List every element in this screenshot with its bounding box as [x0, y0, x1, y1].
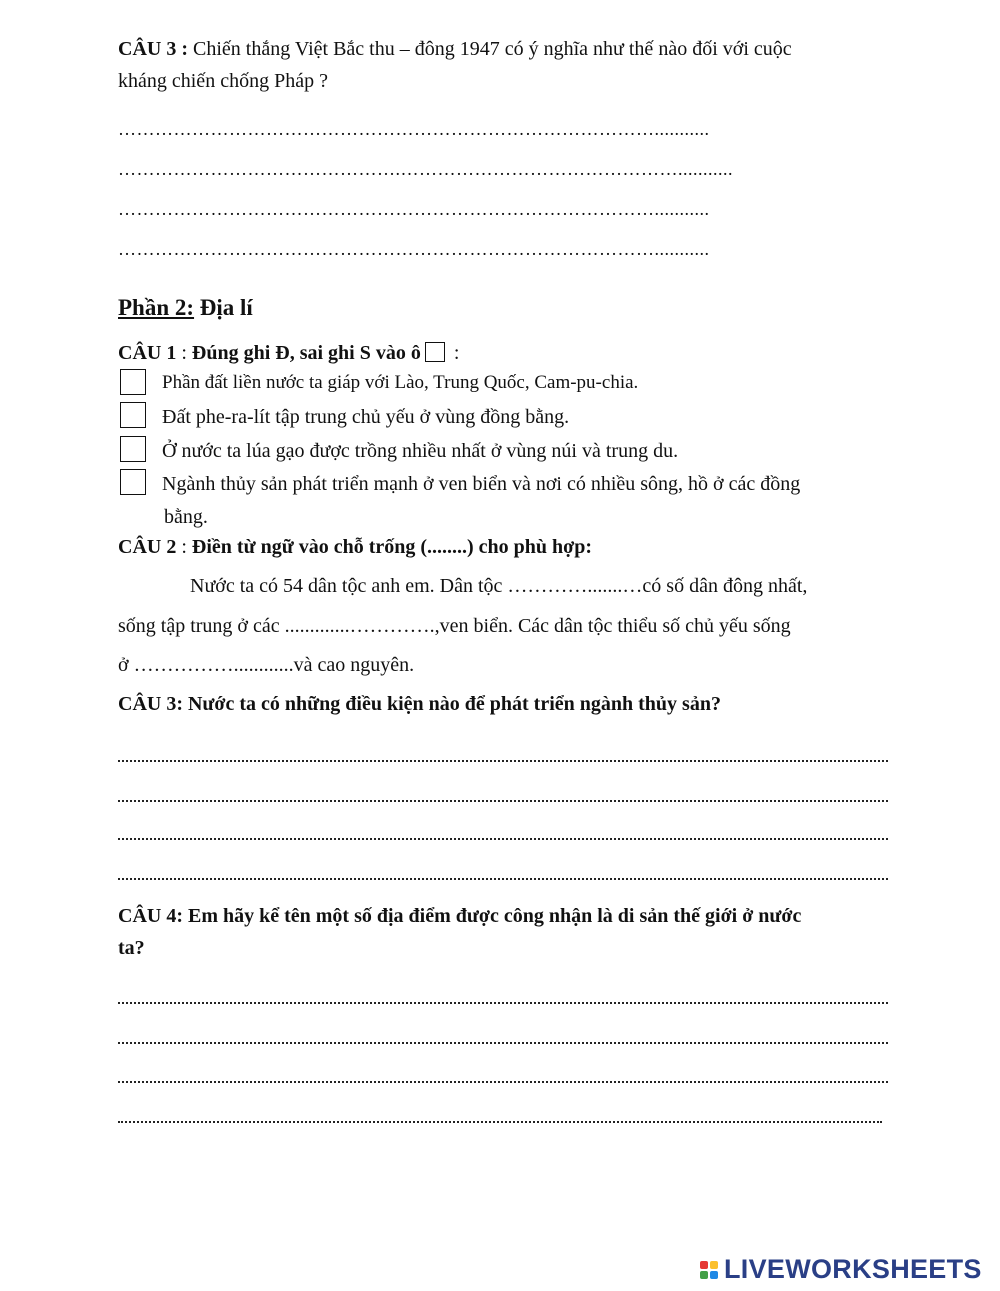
geo-question-4: CÂU 4: Em hãy kể tên một số địa điểm được công nhận là di sản thế giới ở nước	[118, 905, 802, 927]
statement-text: Phần đất liền nước ta giáp với Lào, Trung Quốc, Cam-pu-chia.	[162, 372, 639, 393]
answer-line[interactable]	[118, 838, 888, 840]
logo-block-red	[700, 1261, 708, 1269]
question-label: CÂU 3 :	[118, 38, 188, 60]
separator: :	[176, 342, 192, 364]
section-label: Phần 2:	[118, 295, 195, 320]
answer-line[interactable]	[118, 760, 888, 762]
question-text-continuation: kháng chiến chống Pháp ?	[118, 70, 328, 92]
question-instruction: Điền từ ngữ vào chỗ trống (........) cho phù hợp:	[191, 536, 593, 558]
separator: :	[176, 536, 192, 558]
section-title: Địa lí	[194, 295, 253, 320]
history-question-3	[118, 34, 792, 64]
logo-block-green	[700, 1271, 708, 1279]
answer-line[interactable]	[118, 1002, 888, 1004]
answer-line[interactable]	[118, 878, 888, 880]
answer-line[interactable]: ……………………………………………………………………………...........	[118, 240, 710, 258]
statement-text: Ngành thủy sản phát triển mạnh ở ven biển và nơi có nhiều sông, hồ ở các đồng	[162, 473, 801, 495]
fill-blank-paragraph-line-3: ở ……………............và cao nguyên.	[118, 654, 415, 676]
geo-question-2	[118, 532, 592, 562]
answer-line[interactable]	[118, 1081, 888, 1083]
section-heading	[118, 292, 253, 324]
question-label: CÂU 1	[118, 342, 177, 364]
answer-line[interactable]	[118, 1042, 888, 1044]
logo-text: LIVEWORKSHEETS	[724, 1254, 982, 1284]
answer-box[interactable]	[120, 436, 146, 462]
fill-blank-paragraph-line-2: sống tập trung ở các .............………….,ven biển. Các dân tộc thiểu số chủ yếu sống	[118, 615, 791, 637]
answer-line[interactable]: ……………………………………….………………………………………...........	[118, 160, 733, 178]
geo-question-3: CÂU 3: Nước ta có những điều kiện nào để phát triển ngành thủy sản?	[118, 693, 721, 715]
colon: :	[448, 342, 460, 364]
question-instruction: Đúng ghi Đ, sai ghi S vào ô	[191, 342, 421, 364]
question-text: Chiến thắng Việt Bắc thu – đông 1947 có ý nghĩa như thế nào đối với cuộc	[188, 38, 792, 60]
answer-line[interactable]	[118, 1121, 882, 1123]
geo-question-1	[118, 338, 459, 368]
statement-text: Đất phe-ra-lít tập trung chủ yếu ở vùng đồng bằng.	[162, 406, 570, 428]
answer-box[interactable]	[120, 369, 146, 395]
logo-blocks-icon	[700, 1261, 718, 1279]
statement-text: Ở nước ta lúa gạo được trồng nhiều nhất ở vùng núi và trung du.	[162, 440, 679, 462]
answer-line[interactable]	[118, 800, 888, 802]
logo-block-blue	[710, 1271, 718, 1279]
liveworksheets-logo	[700, 1254, 982, 1285]
logo-block-yellow	[710, 1261, 718, 1269]
geo-question-4-continuation: ta?	[118, 937, 145, 959]
statement-text-continuation: bằng.	[164, 506, 208, 528]
answer-box[interactable]	[120, 469, 146, 495]
answer-box-icon	[425, 342, 445, 362]
question-label: CÂU 2	[118, 536, 177, 558]
answer-line[interactable]: ……………………………………………………………………………...........	[118, 120, 710, 138]
answer-line[interactable]: ……………………………………………………………………………...........	[118, 200, 710, 218]
answer-box[interactable]	[120, 402, 146, 428]
fill-blank-paragraph-line-1: Nước ta có 54 dân tộc anh em. Dân tộc ………….......…có số dân đông nhất,	[190, 575, 808, 597]
